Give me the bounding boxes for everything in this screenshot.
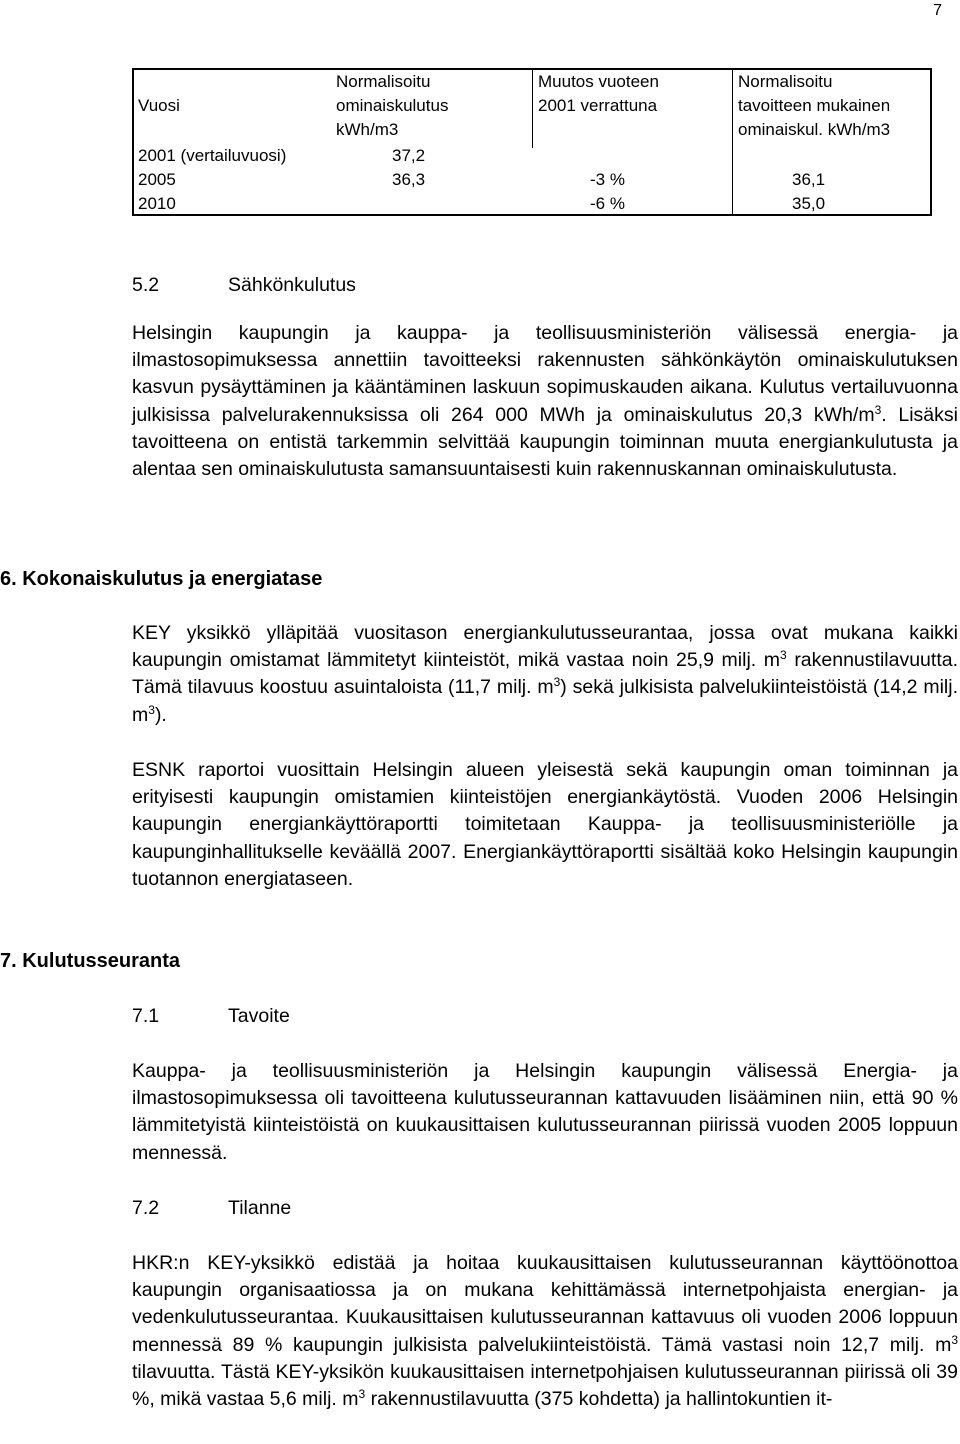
table-cell-target: 36,1	[792, 170, 826, 189]
paragraph: Kauppa- ja teollisuusministeriön ja Helsingin kaupungin välisessä Energia- ja ilmastosopimuksessa oli tavoitteena kulutusseurannan kattavuuden lisääminen niin, että 90 % lämmitetyistä kiinteistöistä on kuukausittaisen kulutusseurannan piirissä vuoden 2005 loppuun mennessä.	[132, 1060, 958, 1164]
table-cell-target: 35,0	[792, 194, 826, 213]
section-6-body-2	[132, 757, 958, 893]
section-7-heading: 7. Kulutusseuranta	[0, 950, 181, 972]
energy-table	[132, 68, 932, 216]
page-number: 7	[933, 2, 942, 19]
table-cell-year: 2010	[138, 194, 176, 213]
header-muutos: Muutos vuoteen 2001 verrattuna	[538, 72, 659, 115]
section-7-2-body	[132, 1250, 958, 1413]
section-7-1-body	[132, 1058, 958, 1167]
table-divider	[532, 70, 533, 148]
header-ominaiskulutus: Normalisoitu ominaiskulutus kWh/m3	[336, 72, 449, 139]
section-6-body-1	[132, 620, 958, 729]
header-vuosi: Vuosi	[138, 96, 180, 115]
table-cell-year: 2001 (vertailuvuosi)	[138, 146, 287, 165]
section-6-heading: 6. Kokonaiskulutus ja energiatase	[0, 568, 323, 590]
table-cell-value: 37,2	[392, 146, 426, 165]
table-divider	[732, 70, 733, 214]
table-cell-change: -6 %	[590, 194, 625, 213]
paragraph: KEY yksikkö ylläpitää vuositason energiankulutusseurantaa, jossa ovat mukana kaikki kaupungin omistamat lämmitetyt kiinteistöt, mikä vastaa noin 25,9 milj. $m^3$ rakennustilavuutta. Tämä tilavuus koostuu asuintaloista (11,7 milj. $m^3$) sekä julkisista palvelukiinteistöistä (14,2 milj. $m^3$).	[132, 622, 958, 726]
section-5-2-body	[132, 320, 958, 483]
section-5-2-heading: 5.2 Sähkönkulutus	[132, 274, 356, 296]
header-tavoite: Normalisoitu tavoitteen mukainen ominaiskul. kWh/m3	[738, 72, 891, 139]
section-7-1-heading: 7.1 Tavoite	[132, 1005, 290, 1027]
table-cell-change: -3 %	[590, 170, 625, 189]
section-7-2-heading: 7.2 Tilanne	[132, 1197, 292, 1219]
table-cell-value: 36,3	[392, 170, 426, 189]
paragraph: HKR:n KEY-yksikkö edistää ja hoitaa kuukausittaisen kulutusseurannan käyttöönottoa kaupungin organisaatiossa ja on mukana kehittämässä internetpohjaista energian- ja vedenkulutusseurantaa. Kuukausittaisen kulutusseurannan kattavuus oli vuoden 2006 loppuun mennessä 89 % kaupungin julkisista palvelukiinteistöistä. Tämä vastasi noin 12,7 milj. $m^3$ tilavuutta. Tästä KEY-yksikön kuukausittaisen internetpohjaisen kulutusseurannan piirissä oli 39 %, mikä vastaa 5,6 milj. $m^3$ rakennustilavuutta (375 kohdetta) ja hallintokuntien it-	[132, 1252, 958, 1411]
paragraph: ESNK raportoi vuosittain Helsingin alueen yleisestä sekä kaupungin oman toiminnan ja erityisesti kaupungin omistamien kiinteistöjen energiankäytöstä. Vuoden 2006 Helsingin kaupungin energiankäyttöraportti toimitetaan Kauppa- ja teollisuusministeriölle ja kaupunginhallitukselle keväällä 2007. Energiankäyttöraportti sisältää koko Helsingin kaupungin tuotannon energiataseen.	[132, 759, 958, 890]
paragraph: Helsingin kaupungin ja kauppa- ja teollisuusministeriön välisessä energia- ja ilmastosopimuksessa annettiin tavoitteeksi rakennusten sähkönkäytön ominaiskulutuksen kasvun pysäyttäminen ja kääntäminen laskuun sopimuskauden aikana. Kulutus vertailuvuonna julkisissa palvelurakennuksissa oli 264 000 MWh ja ominaiskulutus 20,3 kWh/$m^3$. Lisäksi tavoitteena on entistä tarkemmin selvittää kaupungin toiminnan muuta energiankulutusta ja alentaa sen ominaiskulutusta samansuuntaisesti kuin rakennuskannan ominaiskulutusta.	[132, 322, 958, 481]
table-cell-year: 2005	[138, 170, 176, 189]
